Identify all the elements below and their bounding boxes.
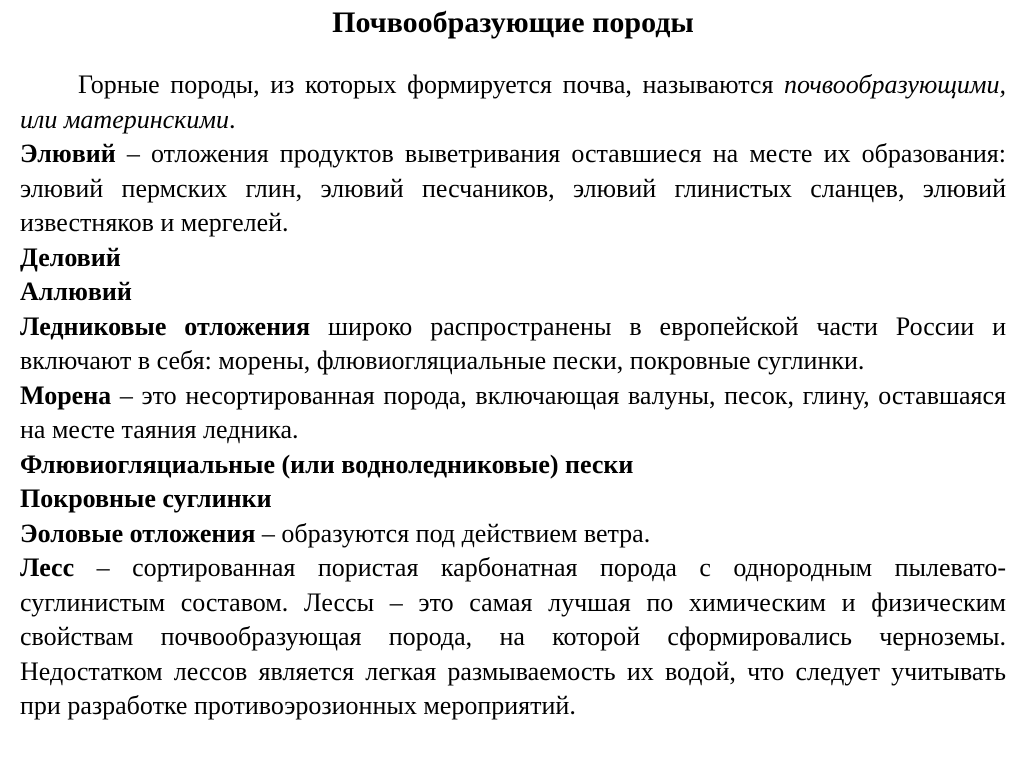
fluvioglacial-term: Флювиогляциальные (или водноледниковые) пески (20, 449, 634, 479)
eluvium-paragraph (20, 137, 1006, 241)
eluvium-term: Элювий (20, 139, 116, 168)
moraine-text: – это несортированная порода, включающая валуны, песок, глину, оставшаяся на месте таяния ледника. (20, 380, 1006, 444)
intro-italic-term: почвообразующими, или материнскими (20, 70, 1006, 134)
aeolian-paragraph (20, 517, 1006, 552)
fluvioglacial-heading (20, 448, 1006, 483)
eluvium-text: – отложения продуктов выветривания оставшиеся на месте их образования: элювий пермских глин, элювий песчаников, элювий глинистых сланцев, элювий известняков и мергелей. (20, 139, 1006, 237)
loess-term: Лесс (20, 553, 75, 582)
moraine-paragraph (20, 379, 1006, 448)
glacial-term: Ледниковые отложения (20, 311, 311, 341)
intro-end: . (228, 104, 236, 134)
glacial-text: широко распространены в европейской части России и включают в себя: морены, флювиогляциальные пески, покровные суглинки. (20, 311, 1006, 375)
cover-loams-term: Покровные суглинки (20, 484, 272, 513)
moraine-term: Морена (20, 380, 112, 410)
cover-loams-heading (20, 482, 1006, 517)
loess-text: – сортированная пористая карбонатная порода с однородным пылевато-суглинистым составом. Лессы – это самая лучшая по химическим и физическим свойствам почвообразующая порода, на которой сформировались черноземы. Недостатком лессов является легкая размываемость их водой, что следует учитывать при разработке противоэрозионных мероприятий. (20, 553, 1006, 720)
deluvium-term: Деловий (20, 242, 121, 272)
alluvium-heading (20, 275, 1006, 310)
alluvium-term: Аллювий (20, 277, 132, 306)
aeolian-text: – образуются под действием ветра. (255, 518, 651, 548)
intro-text: Горные породы, из которых формируется почва, называются (78, 70, 785, 99)
aeolian-term: Эоловые отложения (20, 518, 256, 548)
loess-paragraph (20, 551, 1006, 724)
intro-paragraph (20, 68, 1006, 137)
glacial-paragraph (20, 310, 1006, 379)
page-title: Почвообразующие породы (332, 6, 694, 39)
deluvium-heading (20, 241, 1006, 276)
